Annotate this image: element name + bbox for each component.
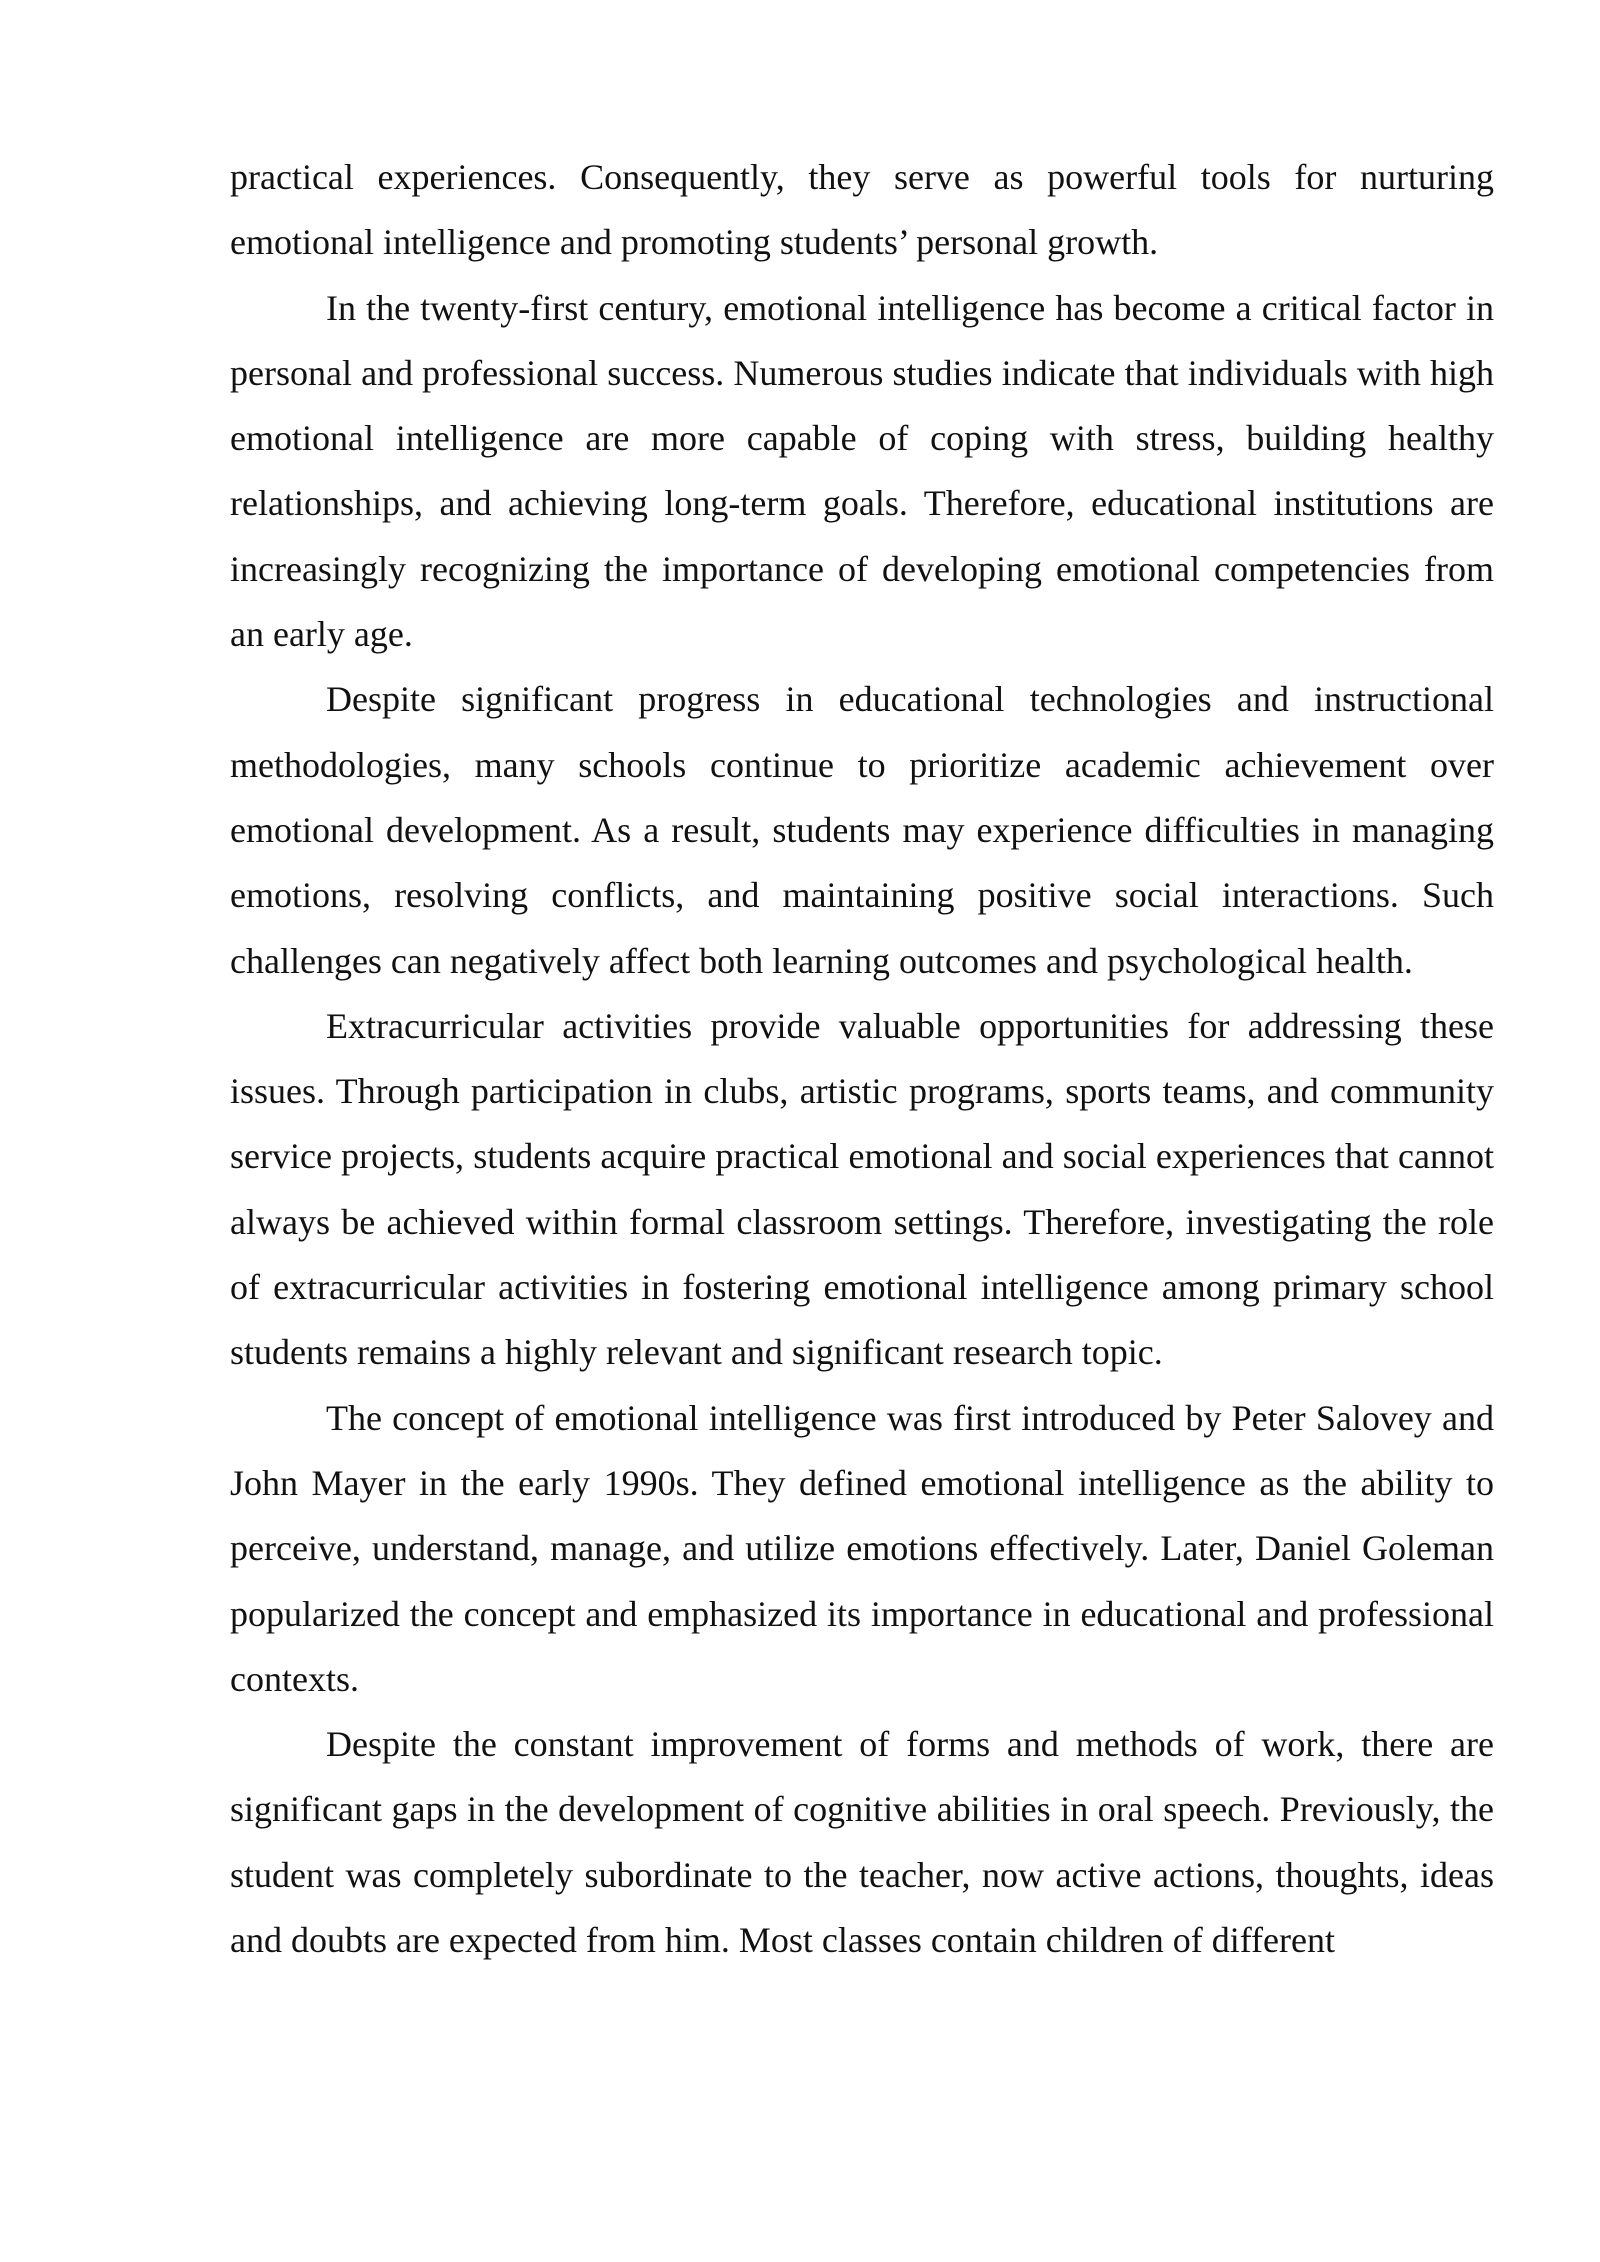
- paragraph-continuation: practical experiences. Consequently, they serve as powerful tools for nurturing emotional intelligence and promoting students’ personal growth.: [230, 157, 1494, 263]
- paragraph-concept-origin: The concept of emotional intelligence was first introduced by Peter Salovey and John Mayer in the early 1990s. They defined emotional intelligence as the ability to perceive, understand, manage, and utilize emotions effectively. Later, Daniel Goleman popularized the concept and emphasized its importance in educational and professional contexts.: [230, 1397, 1494, 1699]
- paragraph-emotional-intelligence-success: In the twenty-first century, emotional intelligence has become a critical factor in personal and professional success. Numerous studies indicate that individuals with high emotional intelligence are more capable of coping with stress, building healthy relationships, and achieving long-term goals. Therefore, educational institutions are increasingly recognizing the importance of developing emotional competencies from an early age.: [230, 287, 1494, 655]
- paragraph-academic-priority: Despite significant progress in educational technologies and instructional methodologies, many schools continue to prioritize academic achievement over emotional development. As a result, students may experience difficulties in managing emotions, resolving conflicts, and maintaining positive social interactions. Such challenges can negatively affect both learning outcomes and psychological health.: [230, 679, 1494, 981]
- body-text: [230, 145, 1494, 1973]
- paragraph-extracurricular-activities: Extracurricular activities provide valuable opportunities for addressing these issues. Through participation in clubs, artistic programs, sports teams, and community service projects, students acquire practical emotional and social experiences that cannot always be achieved within formal classroom settings. Therefore, investigating the role of extracurricular activities in fostering emotional intelligence among primary school students remains a highly relevant and significant research topic.: [230, 1005, 1494, 1373]
- paragraph-cognitive-gaps: Despite the constant improvement of forms and methods of work, there are significant gaps in the development of cognitive abilities in oral speech. Previously, the student was completely subordinate to the teacher, now active actions, thoughts, ideas and doubts are expected from him. Most classes contain children of different: [230, 1724, 1494, 1961]
